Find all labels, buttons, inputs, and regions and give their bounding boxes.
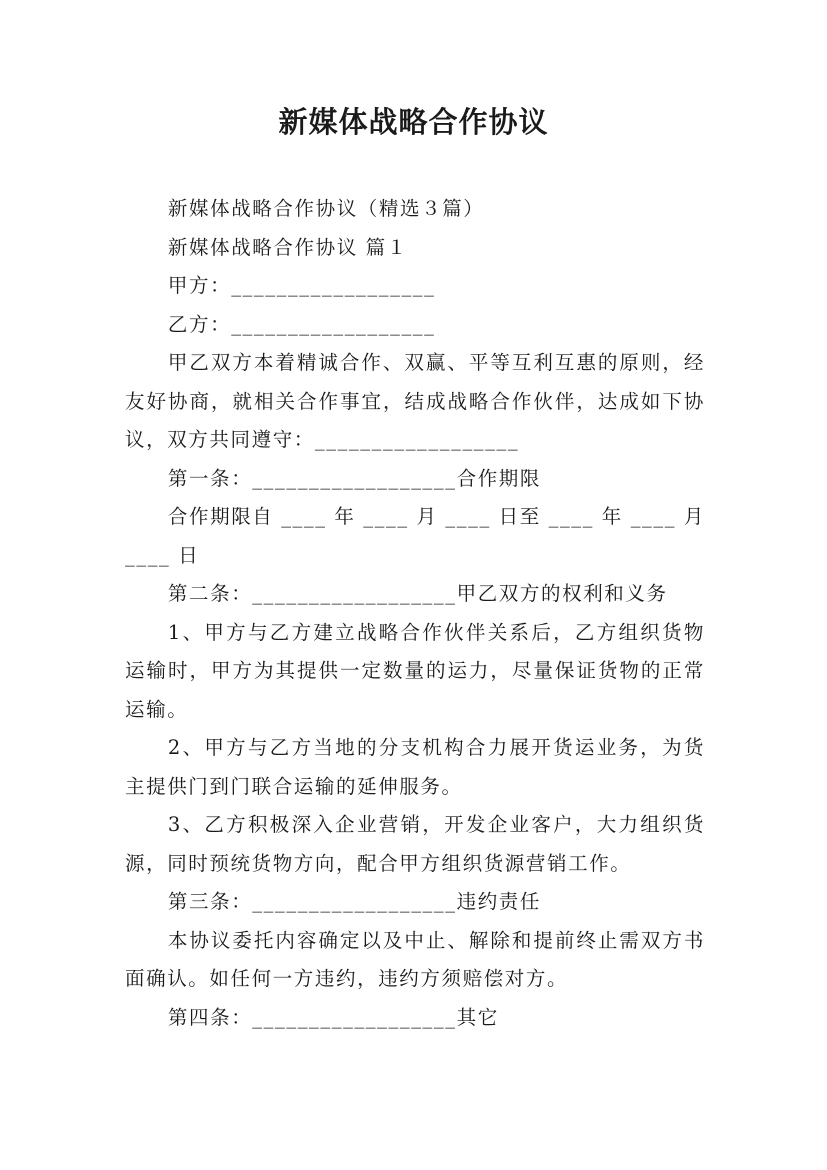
clause-1-paragraph: 1、甲方与乙方建立战略合作伙伴关系后，乙方组织货物运输时，甲方为其提供一定数量的运力，尽量保证货物的正常运输。 [125,620,705,721]
liability-paragraph: 本协议委托内容确定以及中止、解除和提前终止需双方书面确认。如任何一方违约，违约方须赔偿对方。 [125,928,705,990]
article-3-heading: 第三条：__________________违约责任 [167,890,541,913]
clause-3-paragraph: 3、乙方积极深入企业营销，开发企业客户，大力组织货源，同时预统货物方向，配合甲方组织货源营销工作。 [125,813,705,875]
preamble-paragraph: 甲乙双方本着精诚合作、双赢、平等互利互惠的原则，经友好协商，就相关合作事宜，结成战略合作伙伴，达成如下协议，双方共同遵守：__________________ [125,351,705,451]
party-a-line: 甲方：__________________ [167,274,436,297]
article-4-heading: 第四条：__________________其它 [167,1005,499,1029]
term-paragraph: 合作期限自 ____ 年 ____ 月 ____ 日至 ____ 年 ____ 月 ____ 日 [125,505,705,567]
party-b-line: 乙方：__________________ [167,312,436,336]
article-2-heading: 第二条：__________________甲乙双方的权利和义务 [167,582,668,605]
clause-2-paragraph: 2、甲方与乙方当地的分支机构合力展开货运业务，为货主提供门到门联合运输的延伸服务。 [125,736,705,798]
doc-subtitle: 新媒体战略合作协议（精选３篇） [167,197,485,220]
document-title: 新媒体战略合作协议 [278,105,549,139]
article-1-heading: 第一条：__________________合作期限 [167,466,541,490]
section-heading: 新媒体战略合作协议 篇１ [167,235,408,259]
document-body [125,190,705,1037]
